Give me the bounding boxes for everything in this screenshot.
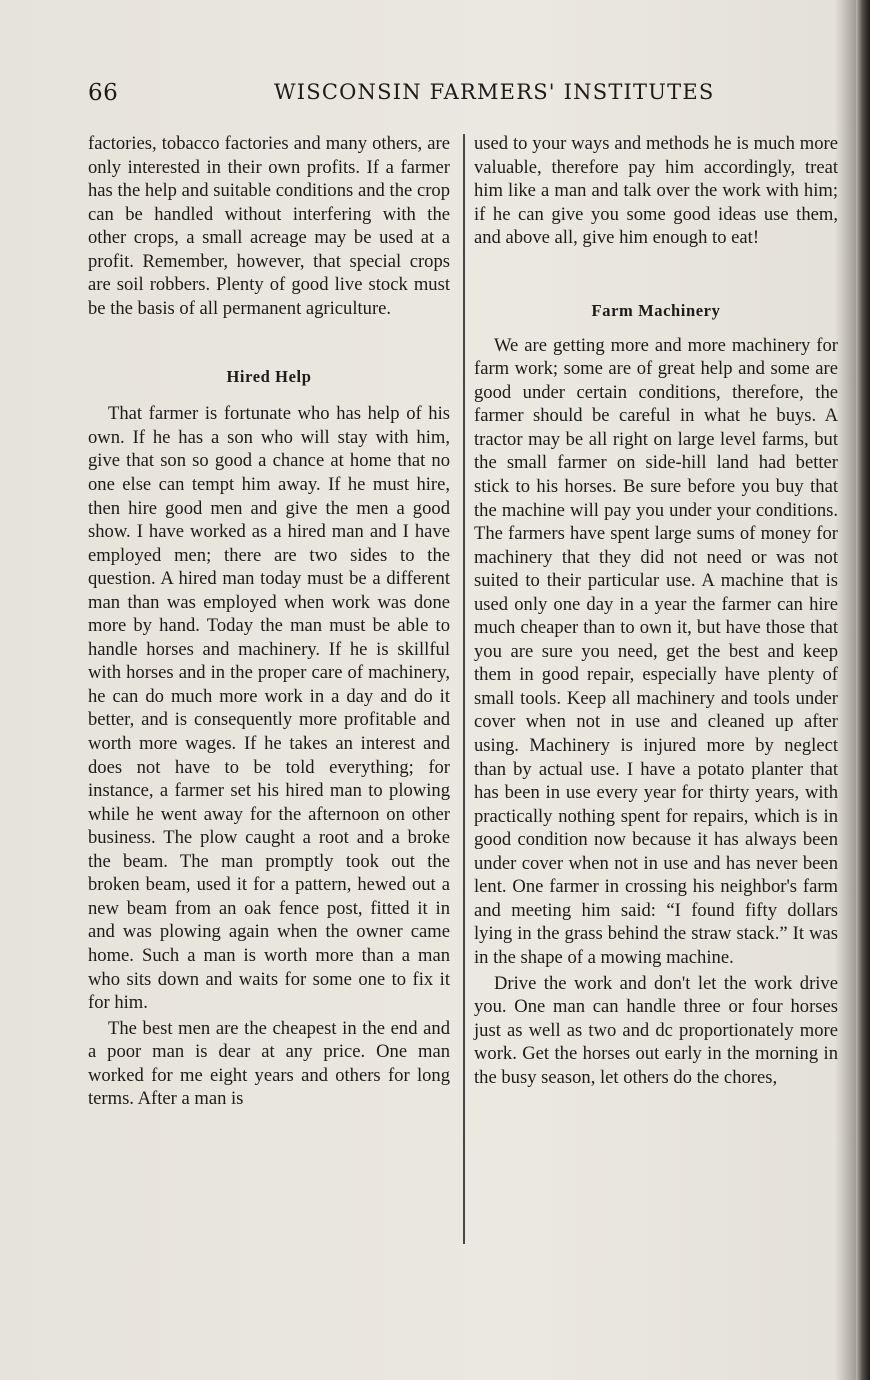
page-number: 66 [88,80,119,106]
section-heading-hired-help: Hired Help [226,367,312,387]
paragraph: That farmer is fortunate who has help of his own. If he has a son who will stay with him, give that son so good a chance at home that no one else can tempt him away. If he must hire, then hire good men and give the men a good show. I have worked as a hired man and I have employed men; there are two sides to the question. A hired man today must be a different man than was employed when work was done more by hand. Today the man must be able to handle horses and machinery. If he is skillful with horses and in the proper care of machinery, he can do much more work in a day and do it better, and is consequently more profitable and worth more wages. If he takes an interest and does not have to be told everything; for instance, a farmer set his hired man to plowing while he went away for the afternoon on other business. The plow caught a root and a broke the beam. The man promptly took out the broken beam, used it for a pattern, hewed out a new beam from an oak fence post, fitted it in and was plowing again when the owner came home. Such a man is worth more than a man who sits down and waits for some one to fix it for him. [88,403,450,1014]
section-heading-farm-machinery: Farm Machinery [591,300,721,320]
paragraph: We are getting more and more machinery for farm work; some are of great help and some are good under certain conditions, therefore, the farmer should be careful in what he buys. A tractor may be all right on large level farms, but the small farmer on side-hill land had better stick to his horses. Be sure before you buy that the machine will pay you under your conditions. The farmers have spent large sums of money for machinery that they did not need or was not suited to their particular use. A machine that is used only one day in a year the farmer can hire much cheaper than to own it, but have those that you are sure you need, get the best and keep them in good repair, especially have plenty of small tools. Keep all machinery and tools under cover when not in use and cleaned up after using. Machinery is injured more by neglect than by actual use. I have a potato planter that has been in use every year for thirty years, with practically nothing spent for repairs, which is in good condition now because it has always been under cover when not in use and has never been lent. One farmer in crossing his neighbor's farm and meeting him said: “I found fifty dollars lying in the grass behind the straw stack.” It was in the shape of a mowing machine. [474,334,838,968]
paragraph: factories, tobacco factories and many others, are only interested in their own profits. If a farmer has the help and suitable conditions and the crop can be handled without interfering with the other crops, a small acreage may be used at a profit. Remember, however, that special crops are soil robbers. Plenty of good live stock must be the basis of all permanent agriculture. [88,133,450,319]
paragraph: used to your ways and methods he is much more valuable, therefore pay him accordingly, treat him like a man and talk over the work with him; if he can give you some good ideas use them, and above all, give him enough to eat! [474,133,838,249]
page-edge-shadow [856,0,870,1380]
paragraph: The best men are the cheapest in the end and a poor man is dear at any price. One man worked for me eight years and others for long terms. After a man is [88,1017,450,1110]
running-title: WISCONSIN FARMERS' INSTITUTES [274,80,715,104]
right-column [474,132,838,1089]
running-head [88,80,848,114]
paragraph: Drive the work and don't let the work drive you. One man can handle three or four horses just as well as two and dc proportionately more work. Get the horses out early in the morning in the busy season, let others do the chores, [474,972,838,1088]
column-divider [463,134,465,1244]
left-column [88,132,450,1111]
